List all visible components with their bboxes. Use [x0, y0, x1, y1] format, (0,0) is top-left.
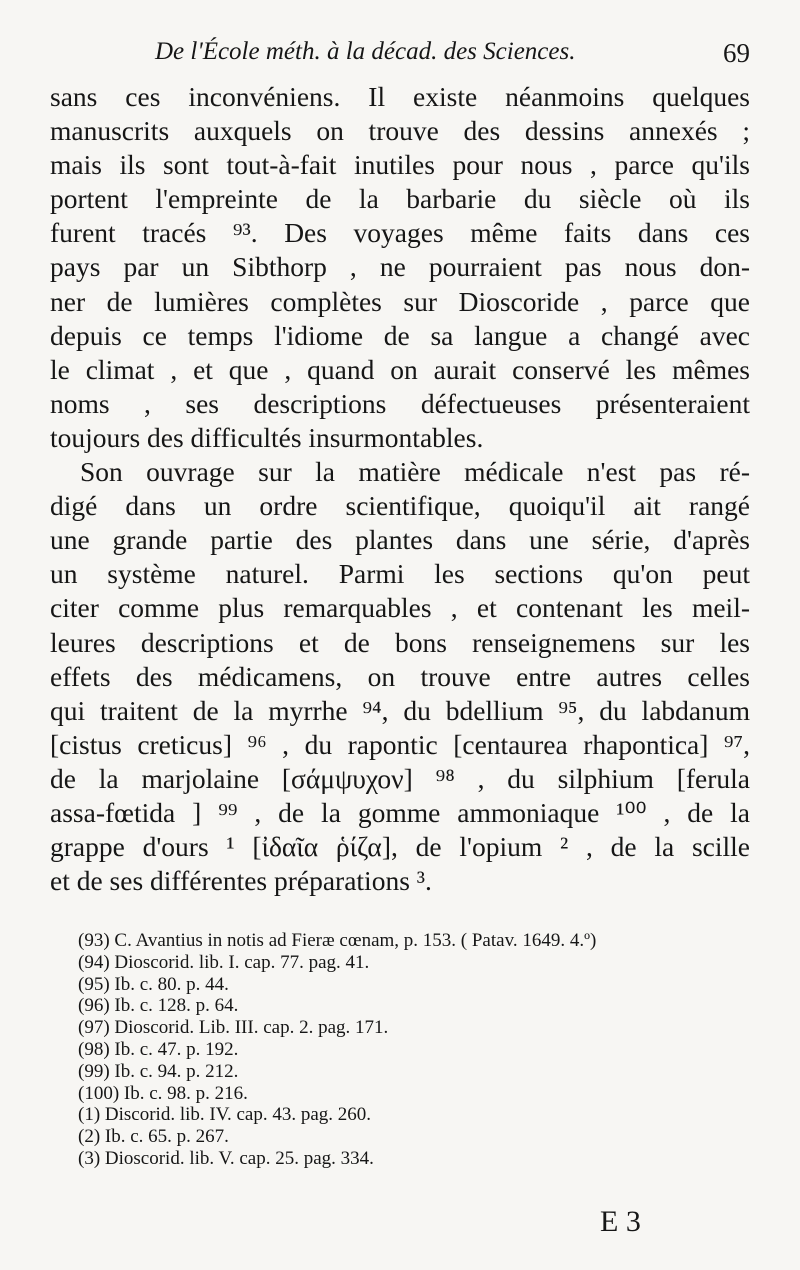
footnote: (99) Ib. c. 94. p. 212.: [78, 1060, 239, 1082]
footnote: (98) Ib. c. 47. p. 192.: [78, 1038, 239, 1060]
body-line: un système naturel. Parmi les sections qu'on peut: [50, 558, 750, 590]
body-line: toujours des difficultés insurmontables.: [50, 421, 484, 453]
body-line: [cistus creticus] ⁹⁶ , du rapontic [centaurea rhapontica] ⁹⁷,: [50, 728, 750, 760]
running-title: De l'École méth. à la décad. des Sciences.: [155, 38, 576, 65]
body-line: et de ses différentes préparations ³.: [50, 865, 432, 897]
body-line: portent l'empreinte de la barbarie du siècle où ils: [50, 183, 750, 215]
running-head: [155, 38, 760, 72]
body-line: leures descriptions et de bons renseignemens sur les: [50, 626, 750, 658]
body-line: de la marjolaine [σάμψυχον] ⁹⁸ , du silphium [ferula: [50, 762, 750, 794]
body-line: sans ces inconvéniens. Il existe néanmoins quelques: [50, 81, 750, 112]
body-line: effets des médicamens, on trouve entre autres celles: [50, 660, 750, 692]
body-line: ner de lumières complètes sur Dioscoride , parce que: [50, 285, 750, 317]
body-line: le climat , et que , quand on aurait conservé les mêmes: [50, 353, 750, 385]
body-line: depuis ce temps l'idiome de sa langue a changé avec: [50, 319, 750, 351]
footnote: (2) Ib. c. 65. p. 267.: [78, 1126, 229, 1148]
footnote: (3) Dioscorid. lib. V. cap. 25. pag. 334.: [78, 1147, 374, 1169]
footnote: (95) Ib. c. 80. p. 44.: [78, 973, 229, 995]
footnotes: [78, 930, 768, 1170]
body-text: [50, 80, 750, 898]
page-number: 69: [723, 38, 750, 68]
footnote: (94) Dioscorid. lib. I. cap. 77. pag. 41.: [78, 951, 370, 973]
body-line: une grande partie des plantes dans une série, d'après: [50, 524, 750, 556]
footnote: (1) Discorid. lib. IV. cap. 43. pag. 260.: [78, 1104, 372, 1126]
body-line: grappe d'ours ¹ [ἰδαῖα ῥίζα], de l'opium ² , de la scille: [50, 831, 750, 863]
signature-mark: E 3: [600, 1205, 641, 1238]
body-line: pays par un Sibthorp , ne pourraient pas nous don-: [50, 251, 750, 283]
body-line: noms , ses descriptions défectueuses présenteraient: [50, 387, 750, 419]
body-line: qui traitent de la myrrhe ⁹⁴, du bdellium ⁹⁵, du labdanum: [50, 694, 750, 726]
body-line: Son ouvrage sur la matière médicale n'est pas ré-: [80, 456, 750, 488]
body-line: assa-fœtida ] ⁹⁹ , de la gomme ammoniaque ¹⁰⁰ , de la: [50, 796, 750, 828]
footnote: (96) Ib. c. 128. p. 64.: [78, 995, 239, 1017]
footnote: (93) C. Avantius in notis ad Fieræ cœnam, p. 153. ( Patav. 1649. 4.º): [78, 930, 597, 951]
body-line: furent tracés ⁹³. Des voyages même faits dans ces: [50, 217, 750, 249]
footnote: (100) Ib. c. 98. p. 216.: [78, 1082, 248, 1104]
body-line: citer comme plus remarquables , et contenant les meil-: [50, 592, 750, 624]
body-line: manuscrits auxquels on trouve des dessins annexés ;: [50, 115, 750, 147]
body-line: digé dans un ordre scientifique, quoiqu'il ait rangé: [50, 490, 750, 522]
body-line: mais ils sont tout-à-fait inutiles pour nous , parce qu'ils: [50, 149, 750, 181]
footnote: (97) Dioscorid. Lib. III. cap. 2. pag. 171.: [78, 1017, 389, 1039]
